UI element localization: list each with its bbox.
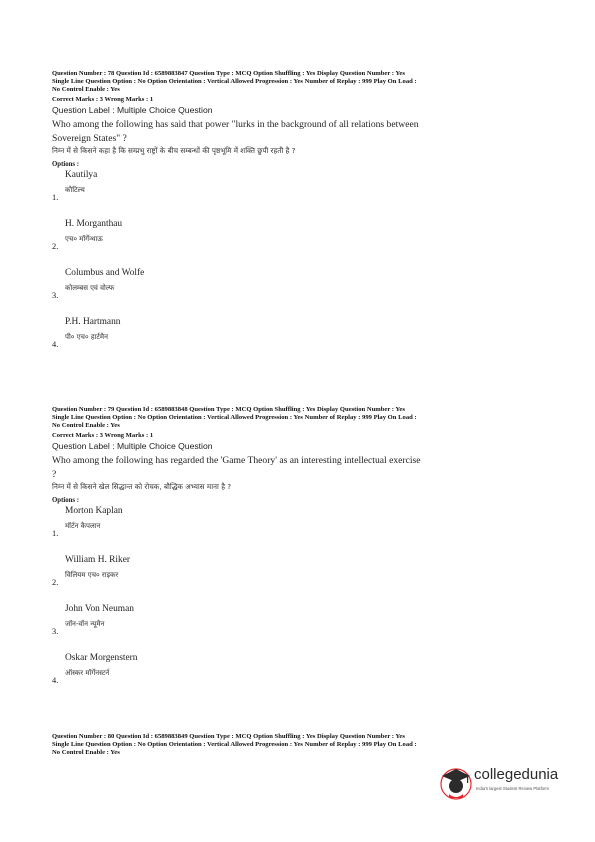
question-label: Question Label : Multiple Choice Question (52, 105, 213, 115)
option-number: 4. (52, 676, 59, 685)
option-3[interactable] (52, 268, 552, 317)
option-4[interactable] (52, 653, 552, 702)
question-text: Who among the following has regarded the 'Game Theory' as an interesting intellectual exercise ? (52, 455, 421, 480)
option-number: 4. (52, 340, 59, 349)
option-4[interactable] (52, 317, 552, 366)
meta-line: Question Number : 79 Question Id : 6589883848 Question Type : MCQ Option Shuffling : Yes Display Question Number : Yes (52, 406, 405, 413)
option-text-hindi: ऑस्कर मॉर्गेनस्टर्न (65, 669, 110, 677)
option-number: 2. (52, 578, 59, 587)
question-80 (52, 733, 552, 757)
meta-line: No Control Enable : Yes (52, 422, 120, 429)
option-text: John Von Neuman (65, 604, 134, 614)
option-3[interactable] (52, 604, 552, 653)
meta-line: Single Line Question Option : No Option Orientation : Vertical Allowed Progression : Yes Number of Replay : 999 Play On Load : (52, 414, 417, 421)
meta-line: Single Line Question Option : No Option Orientation : Vertical Allowed Progression : Yes Number of Replay : 999 Play On Load : (52, 78, 417, 85)
question-79 (52, 406, 552, 702)
option-text: Kautilya (65, 170, 98, 180)
option-2[interactable] (52, 555, 552, 604)
option-text-hindi: कोलम्बस एवं वोल्फ (65, 284, 115, 292)
option-number: 3. (52, 627, 59, 636)
option-text: Oskar Morgenstern (65, 653, 138, 663)
meta-line: Question Number : 80 Question Id : 6589883849 Question Type : MCQ Option Shuffling : Yes Display Question Number : Yes (52, 733, 405, 740)
option-1[interactable] (52, 506, 552, 555)
question-text: Who among the following has said that power "lurks in the background of all relations between Sovereign States" ? (52, 119, 419, 144)
options-label: Options : (52, 161, 80, 168)
option-number: 1. (52, 529, 59, 538)
meta-line: Single Line Question Option : No Option Orientation : Vertical Allowed Progression : Yes Number of Replay : 999 Play On Load : (52, 741, 417, 748)
option-2[interactable] (52, 219, 552, 268)
question-text-hindi: निम्न में से किसने खेल सिद्धान्त को रोचक, बौद्धिक अभ्यास माना है ? (52, 482, 232, 491)
collegedunia-logo[interactable] (436, 762, 576, 804)
option-1[interactable] (52, 170, 552, 219)
marks-line: Correct Marks : 3 Wrong Marks : 1 (52, 96, 154, 103)
question-meta (52, 70, 552, 104)
options-list (52, 170, 552, 366)
option-number: 1. (52, 193, 59, 202)
option-text-hindi: एच० मॉर्गेन्थाऊ (65, 235, 103, 243)
question-meta (52, 406, 552, 440)
option-text: P.H. Hartmann (65, 317, 121, 327)
meta-line: No Control Enable : Yes (52, 749, 120, 756)
option-text-hindi: विलियम एच० राइकर (65, 571, 119, 579)
option-text: Morton Kaplan (65, 506, 123, 516)
question-text-hindi: निम्न में से किसने कहा है कि सम्प्रभु राष्ट्रों के बीच सम्बन्धों की पृष्ठभूमि में शक्ति छुपी रहती है ? (52, 146, 296, 155)
options-label: Options : (52, 497, 80, 504)
marks-line: Correct Marks : 3 Wrong Marks : 1 (52, 432, 154, 439)
graduate-logo-icon (436, 762, 476, 802)
option-number: 2. (52, 242, 59, 251)
logo-tagline: India's largest Student Review Platform (476, 786, 549, 791)
question-label: Question Label : Multiple Choice Question (52, 441, 213, 451)
option-number: 3. (52, 291, 59, 300)
question-meta (52, 733, 552, 757)
options-list (52, 506, 552, 702)
option-text: H. Morganthau (65, 219, 123, 229)
option-text-hindi: मॉर्टन कैपलान (65, 522, 101, 530)
meta-line: Question Number : 78 Question Id : 6589883847 Question Type : MCQ Option Shuffling : Yes Display Question Number : Yes (52, 70, 405, 77)
logo-name: collegedunia (474, 766, 559, 783)
option-text-hindi: कौटिल्य (65, 186, 85, 194)
meta-line: No Control Enable : Yes (52, 86, 120, 93)
option-text: Columbus and Wolfe (65, 268, 145, 278)
question-78 (52, 70, 552, 366)
option-text-hindi: जॉन-वॉन न्यूमैन (65, 620, 105, 628)
option-text-hindi: पी० एच० हार्टमैन (65, 333, 108, 341)
option-text: William H. Riker (65, 555, 130, 565)
